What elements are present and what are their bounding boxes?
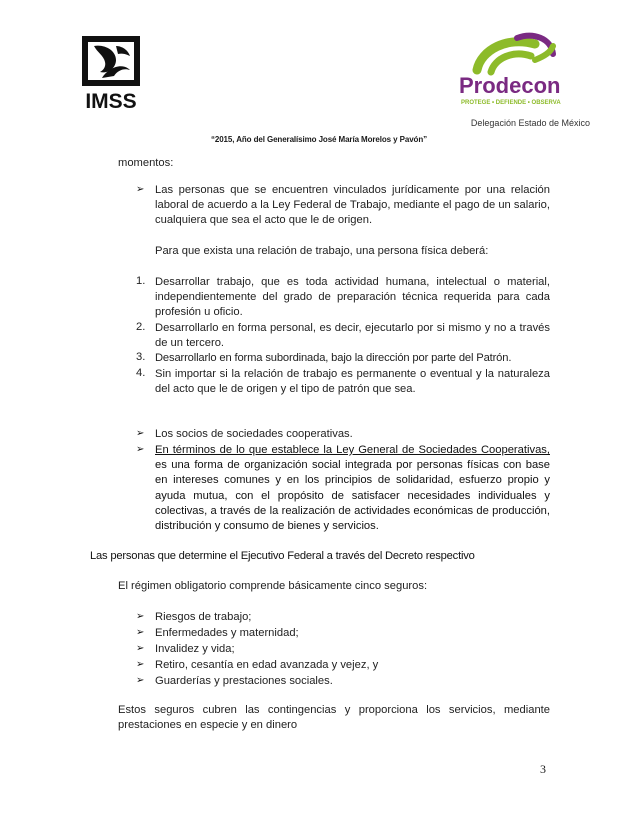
list-number: 3. <box>136 351 146 363</box>
arrow-bullet-icon: ➢ <box>136 659 145 670</box>
arrow-bullet-icon: ➢ <box>136 428 145 439</box>
list-item: Desarrollarlo en forma subordinada, bajo la dirección por parte del Patrón. <box>155 352 512 364</box>
regimen-text: El régimen obligatorio comprende básicamente cinco seguros: <box>118 580 428 592</box>
bullet-socios-cooperativas: Los socios de sociedades cooperativas. <box>155 428 353 440</box>
arrow-bullet-icon: ➢ <box>136 627 145 638</box>
year-slogan: “2015, Año del Generalísimo José María Morelos y Pavón” <box>210 135 428 144</box>
arrow-bullet-icon: ➢ <box>136 184 145 195</box>
section-heading: Las personas que determine el Ejecutivo Federal a través del Decreto respectivo <box>90 550 475 562</box>
list-number: 1. <box>136 275 146 287</box>
list-number: 4. <box>136 367 146 379</box>
seguro-item: Riesgos de trabajo; <box>155 611 252 623</box>
closing-paragraph: Estos seguros cubren las contingencias y proporciona los servicios, mediante prestaciones en especie y en dinero <box>118 704 550 732</box>
seguro-item: Guarderías y prestaciones sociales. <box>155 675 333 687</box>
seguro-item: Invalidez y vida; <box>155 643 235 655</box>
list-item: Sin importar si la relación de trabajo es permanente o eventual y la naturaleza del acto que le de origen y el tipo de patrón que sea. <box>155 368 550 396</box>
imss-logo-text: IMSS <box>85 90 137 113</box>
prodecon-logo <box>455 30 575 110</box>
list-number: 2. <box>136 321 146 333</box>
list-item: Desarrollar trabajo, que es toda actividad humana, intelectual o material, independientemente del grado de preparación técnica requerida para cada profesión u oficio. <box>155 276 550 319</box>
prodecon-logo-text: Prodecon <box>459 73 561 98</box>
arrow-bullet-icon: ➢ <box>136 643 145 654</box>
arrow-bullet-icon: ➢ <box>136 444 145 455</box>
list-item: Desarrollarlo en forma personal, es decir, ejecutarlo por si mismo y no a través de un tercero. <box>155 322 550 350</box>
delegacion-label: Delegación Estado de México <box>470 118 590 128</box>
arrow-bullet-icon: ➢ <box>136 675 145 686</box>
seguro-item: Enfermedades y maternidad; <box>155 627 299 639</box>
seguro-item: Retiro, cesantía en edad avanzada y vejez, y <box>155 659 379 671</box>
ley-cooperativas-text: es una forma de organización social integrada por personas físicas con base en intereses comunes y en los principios de solidaridad, esfuerzo propio y ayuda mutua, con el propósito de satisfacer necesidades individuales y colectivas, a través de la realización de actividades económicas de producción, distribución y consumo de bienes y servicios. <box>155 459 550 533</box>
momentos-text: momentos: <box>118 157 174 169</box>
imss-logo <box>72 32 150 116</box>
bullet-ley-cooperativas <box>155 443 550 534</box>
prodecon-tagline: PROTEGE • DEFIENDE • OBSERVA <box>461 100 561 106</box>
arrow-bullet-icon: ➢ <box>136 611 145 622</box>
ley-cooperativas-underlined: En términos de lo que establece la Ley General de Sociedades Cooperativas, <box>155 444 550 456</box>
bullet-relacion-laboral: Las personas que se encuentren vinculados jurídicamente por una relación laboral de acuerdo a la Ley Federal de Trabajo, mediante el pago de un salario, cualquiera que sea el acto que le de origen. <box>155 184 550 227</box>
page-number: 3 <box>540 762 546 776</box>
para-que-text: Para que exista una relación de trabajo, una persona física deberá: <box>155 245 489 257</box>
